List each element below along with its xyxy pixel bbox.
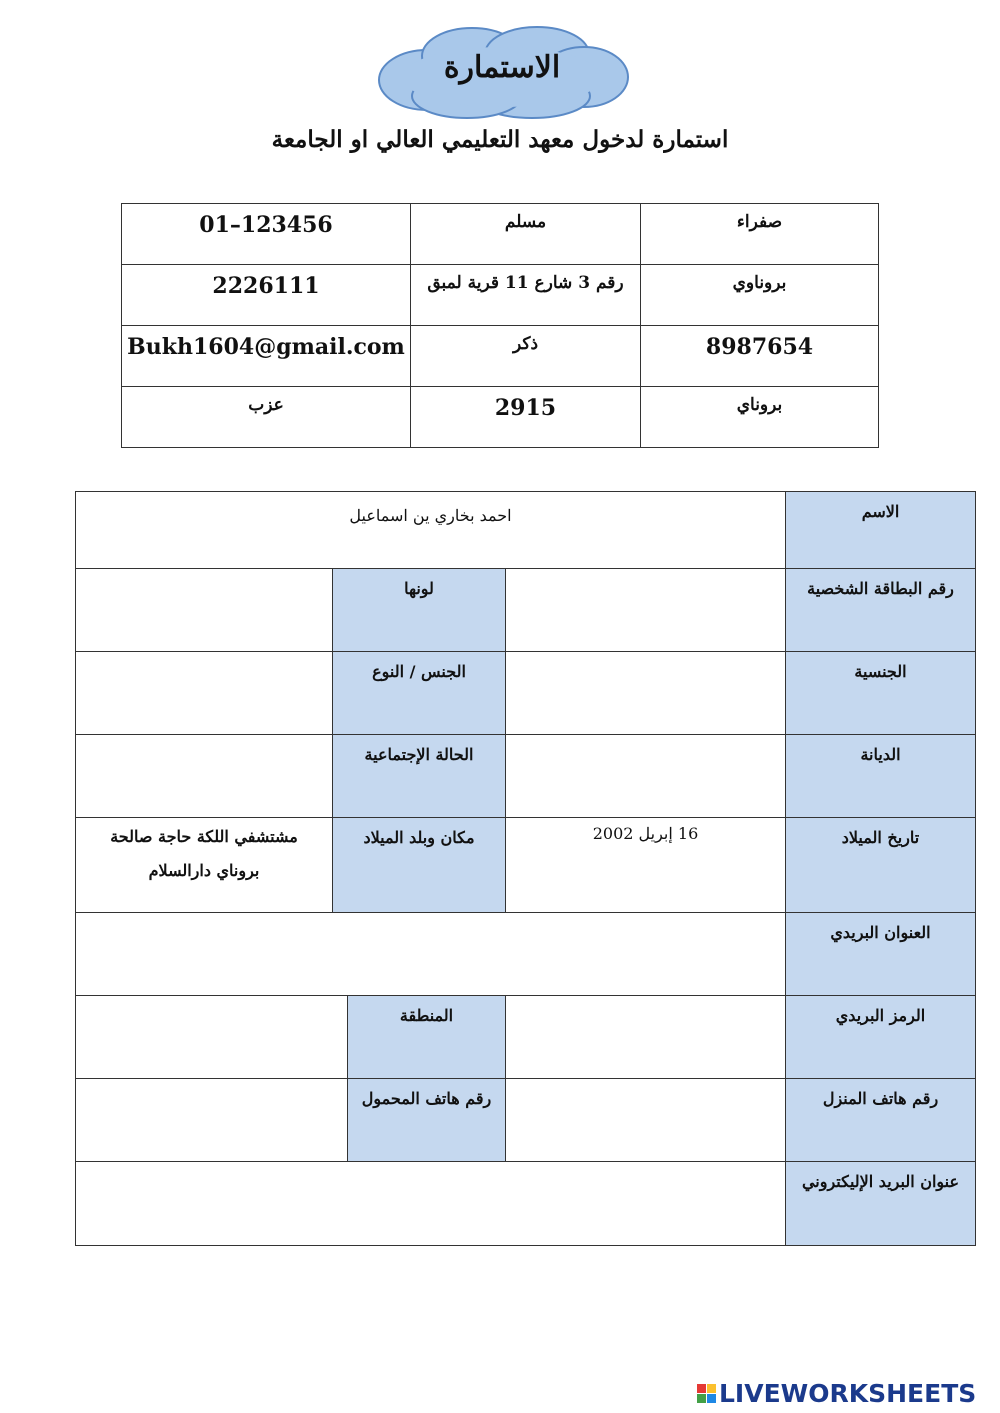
marital-label: الحالة الإجتماعية [333, 735, 506, 818]
home-phone-drop-zone[interactable] [506, 1079, 786, 1162]
form-row-nationality [76, 652, 976, 735]
religion-drop-zone[interactable] [506, 735, 786, 818]
brand-name: LIVEWORKSHEETS [719, 1378, 977, 1408]
postal-address-drop-zone[interactable] [76, 913, 786, 996]
table-row [122, 204, 879, 265]
form-row-religion [76, 735, 976, 818]
form-row-phone [76, 1079, 976, 1162]
region-label: المنطقة [348, 996, 506, 1079]
gender-drop-zone[interactable] [76, 652, 333, 735]
form-row-postal-code [76, 996, 976, 1079]
registration-form [75, 491, 976, 1246]
form-row-birth [76, 818, 976, 913]
color-drop-zone[interactable] [76, 569, 333, 652]
pob-value[interactable] [76, 818, 333, 913]
gender-label: الجنس / النوع [333, 652, 506, 735]
answer-cell[interactable]: 2915 [411, 387, 641, 448]
dob-value[interactable]: 16 إبريل 2002 [506, 818, 786, 913]
postal-address-label: العنوان البريدي [786, 913, 976, 996]
id-drop-zone[interactable] [506, 569, 786, 652]
answer-cell[interactable]: مسلم [411, 204, 641, 265]
id-label: رقم البطاقة الشخصية [786, 569, 976, 652]
nationality-drop-zone[interactable] [506, 652, 786, 735]
answer-cell[interactable]: 01–123456 [122, 204, 411, 265]
dob-label: تاريخ الميلاد [786, 818, 976, 913]
answer-cell[interactable]: بروناوي [641, 265, 879, 326]
marital-drop-zone[interactable] [76, 735, 333, 818]
liveworksheets-logo-icon [697, 1384, 716, 1403]
religion-label: الديانة [786, 735, 976, 818]
name-value[interactable]: احمد بخاري ين اسماعيل [76, 492, 786, 569]
table-row [122, 387, 879, 448]
logo-square [707, 1384, 716, 1393]
answer-cell[interactable]: صفراء [641, 204, 879, 265]
home-phone-label: رقم هاتف المنزل [786, 1079, 976, 1162]
form-row-postal-address [76, 913, 976, 996]
form-row-id [76, 569, 976, 652]
logo-square [697, 1394, 706, 1403]
table-row [122, 326, 879, 387]
mobile-drop-zone[interactable] [76, 1079, 348, 1162]
email-label: عنوان البريد الإليكتروني [786, 1162, 976, 1246]
email-drop-zone[interactable] [76, 1162, 786, 1246]
answer-cell[interactable]: 2226111 [122, 265, 411, 326]
region-drop-zone[interactable] [76, 996, 348, 1079]
answer-cell[interactable]: رقم 3 شارع 11 قرية لمبق [411, 265, 641, 326]
nationality-label: الجنسية [786, 652, 976, 735]
mobile-label: رقم هاتف المحمول [348, 1079, 506, 1162]
answer-cell[interactable]: عزب [122, 387, 411, 448]
form-row-name [76, 492, 976, 569]
color-label: لونها [333, 569, 506, 652]
answer-cell[interactable]: 8987654 [641, 326, 879, 387]
answer-cell[interactable]: بروناي [641, 387, 879, 448]
postal-code-drop-zone[interactable] [506, 996, 786, 1079]
footer-brand[interactable] [697, 1378, 997, 1408]
pob-value-line1: مشتشفي اللكة حاجة صالحة [110, 827, 298, 846]
answer-cell[interactable]: Bukh1604@gmail.com [122, 326, 411, 387]
form-subtitle: استمارة لدخول معهد التعليمي العالي او الجامعة [271, 126, 729, 153]
answer-cell[interactable]: ذكر [411, 326, 641, 387]
postal-code-label: الرمز البريدي [786, 996, 976, 1079]
form-title: الاستمارة [443, 50, 561, 85]
table-row [122, 265, 879, 326]
pob-value-line2: بروناي دارالسلام [148, 861, 260, 880]
name-label: الاسم [786, 492, 976, 569]
logo-square [697, 1384, 706, 1393]
pob-label: مكان وبلد الميلاد [333, 818, 506, 913]
form-row-email [76, 1162, 976, 1246]
logo-square [707, 1394, 716, 1403]
answers-table [121, 203, 879, 448]
